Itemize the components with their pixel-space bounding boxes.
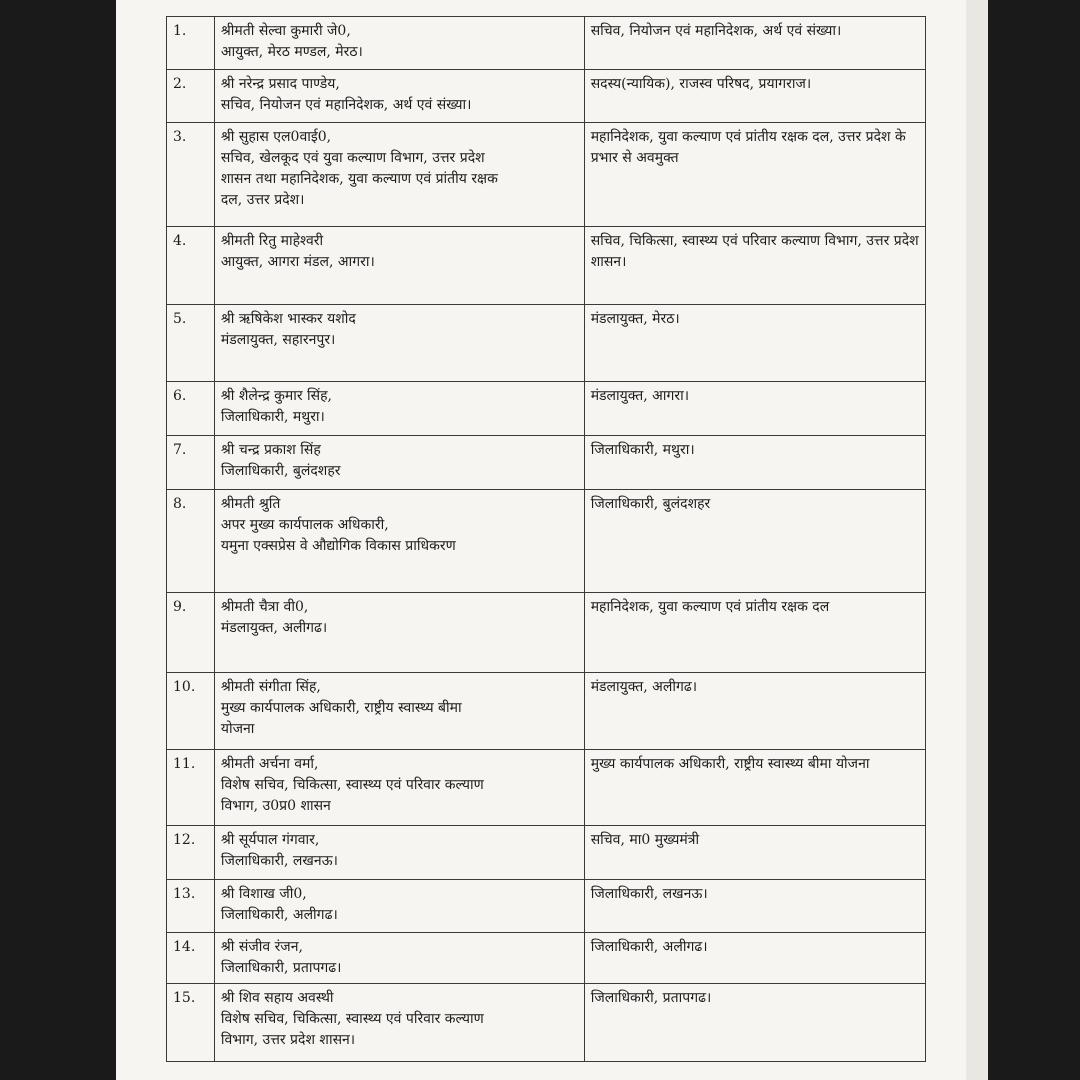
table-row <box>167 490 926 593</box>
new-posting: मंडलायुक्त, अलीगढ। <box>584 673 925 750</box>
officer-current-post: श्रीमती श्रुति अपर मुख्य कार्यपालक अधिकारी, यमुना एक्सप्रेस वे औद्योगिक विकास प्राधिकरण <box>214 490 584 593</box>
serial-number: 7. <box>167 436 215 490</box>
officer-current-post: श्रीमती संगीता सिंह, मुख्य कार्यपालक अधिकारी, राष्ट्रीय स्वास्थ्य बीमा योजना <box>214 673 584 750</box>
table-row <box>167 305 926 382</box>
serial-number: 9. <box>167 593 215 673</box>
serial-number: 14. <box>167 933 215 984</box>
new-posting: सदस्य(न्यायिक), राजस्व परिषद, प्रयागराज। <box>584 70 925 123</box>
serial-number: 12. <box>167 826 215 880</box>
table-row <box>167 750 926 826</box>
table-row <box>167 123 926 227</box>
new-posting: जिलाधिकारी, लखनऊ। <box>584 880 925 933</box>
officer-current-post: श्री शिव सहाय अवस्थी विशेष सचिव, चिकित्सा, स्वास्थ्य एवं परिवार कल्याण विभाग, उत्तर प्रदेश शासन। <box>214 984 584 1062</box>
new-posting: सचिव, मा0 मुख्यमंत्री <box>584 826 925 880</box>
new-posting: महानिदेशक, युवा कल्याण एवं प्रांतीय रक्षक दल <box>584 593 925 673</box>
new-posting: सचिव, चिकित्सा, स्वास्थ्य एवं परिवार कल्याण विभाग, उत्तर प्रदेश शासन। <box>584 227 925 305</box>
officer-current-post: श्रीमती चैत्रा वी0, मंडलायुक्त, अलीगढ। <box>214 593 584 673</box>
new-posting: जिलाधिकारी, मथुरा। <box>584 436 925 490</box>
table-row <box>167 593 926 673</box>
serial-number: 6. <box>167 382 215 436</box>
transfer-table <box>166 16 926 1062</box>
new-posting: मंडलायुक्त, मेरठ। <box>584 305 925 382</box>
serial-number: 1. <box>167 17 215 70</box>
table-row <box>167 436 926 490</box>
serial-number: 13. <box>167 880 215 933</box>
table-row <box>167 826 926 880</box>
table-row <box>167 984 926 1062</box>
serial-number: 15. <box>167 984 215 1062</box>
officer-current-post: श्री संजीव रंजन, जिलाधिकारी, प्रतापगढ। <box>214 933 584 984</box>
page-edge <box>966 0 988 1080</box>
officer-current-post: श्री चन्द्र प्रकाश सिंह जिलाधिकारी, बुलंदशहर <box>214 436 584 490</box>
table-row <box>167 673 926 750</box>
table-row <box>167 70 926 123</box>
new-posting: जिलाधिकारी, बुलंदशहर <box>584 490 925 593</box>
serial-number: 11. <box>167 750 215 826</box>
officer-current-post: श्री सूर्यपाल गंगवार, जिलाधिकारी, लखनऊ। <box>214 826 584 880</box>
officer-current-post: श्री विशाख जी0, जिलाधिकारी, अलीगढ। <box>214 880 584 933</box>
officer-current-post: श्री ऋषिकेश भास्कर यशोद मंडलायुक्त, सहारनपुर। <box>214 305 584 382</box>
serial-number: 10. <box>167 673 215 750</box>
table-row <box>167 17 926 70</box>
new-posting: महानिदेशक, युवा कल्याण एवं प्रांतीय रक्षक दल, उत्तर प्रदेश के प्रभार से अवमुक्त <box>584 123 925 227</box>
serial-number: 3. <box>167 123 215 227</box>
officer-current-post: श्रीमती अर्चना वर्मा, विशेष सचिव, चिकित्सा, स्वास्थ्य एवं परिवार कल्याण विभाग, उ0प्र0 शासन <box>214 750 584 826</box>
table-row <box>167 933 926 984</box>
serial-number: 8. <box>167 490 215 593</box>
new-posting: मुख्य कार्यपालक अधिकारी, राष्ट्रीय स्वास्थ्य बीमा योजना <box>584 750 925 826</box>
serial-number: 5. <box>167 305 215 382</box>
new-posting: जिलाधिकारी, अलीगढ। <box>584 933 925 984</box>
serial-number: 2. <box>167 70 215 123</box>
new-posting: सचिव, नियोजन एवं महानिदेशक, अर्थ एवं संख्या। <box>584 17 925 70</box>
new-posting: मंडलायुक्त, आगरा। <box>584 382 925 436</box>
officer-current-post: श्री शैलेन्द्र कुमार सिंह, जिलाधिकारी, मथुरा। <box>214 382 584 436</box>
table-row <box>167 382 926 436</box>
officer-current-post: श्रीमती रितु माहेश्वरी आयुक्त, आगरा मंडल, आगरा। <box>214 227 584 305</box>
officer-current-post: श्री नरेन्द्र प्रसाद पाण्डेय, सचिव, नियोजन एवं महानिदेशक, अर्थ एवं संख्या। <box>214 70 584 123</box>
serial-number: 4. <box>167 227 215 305</box>
table-row <box>167 880 926 933</box>
new-posting: जिलाधिकारी, प्रतापगढ। <box>584 984 925 1062</box>
officer-current-post: श्रीमती सेल्वा कुमारी जे0, आयुक्त, मेरठ मण्डल, मेरठ। <box>214 17 584 70</box>
table-row <box>167 227 926 305</box>
officer-current-post: श्री सुहास एल0वाई0, सचिव, खेलकूद एवं युवा कल्याण विभाग, उत्तर प्रदेश शासन तथा महानिदेशक, युवा कल्याण एवं प्रांतीय रक्षक दल, उत्तर प्रदेश। <box>214 123 584 227</box>
